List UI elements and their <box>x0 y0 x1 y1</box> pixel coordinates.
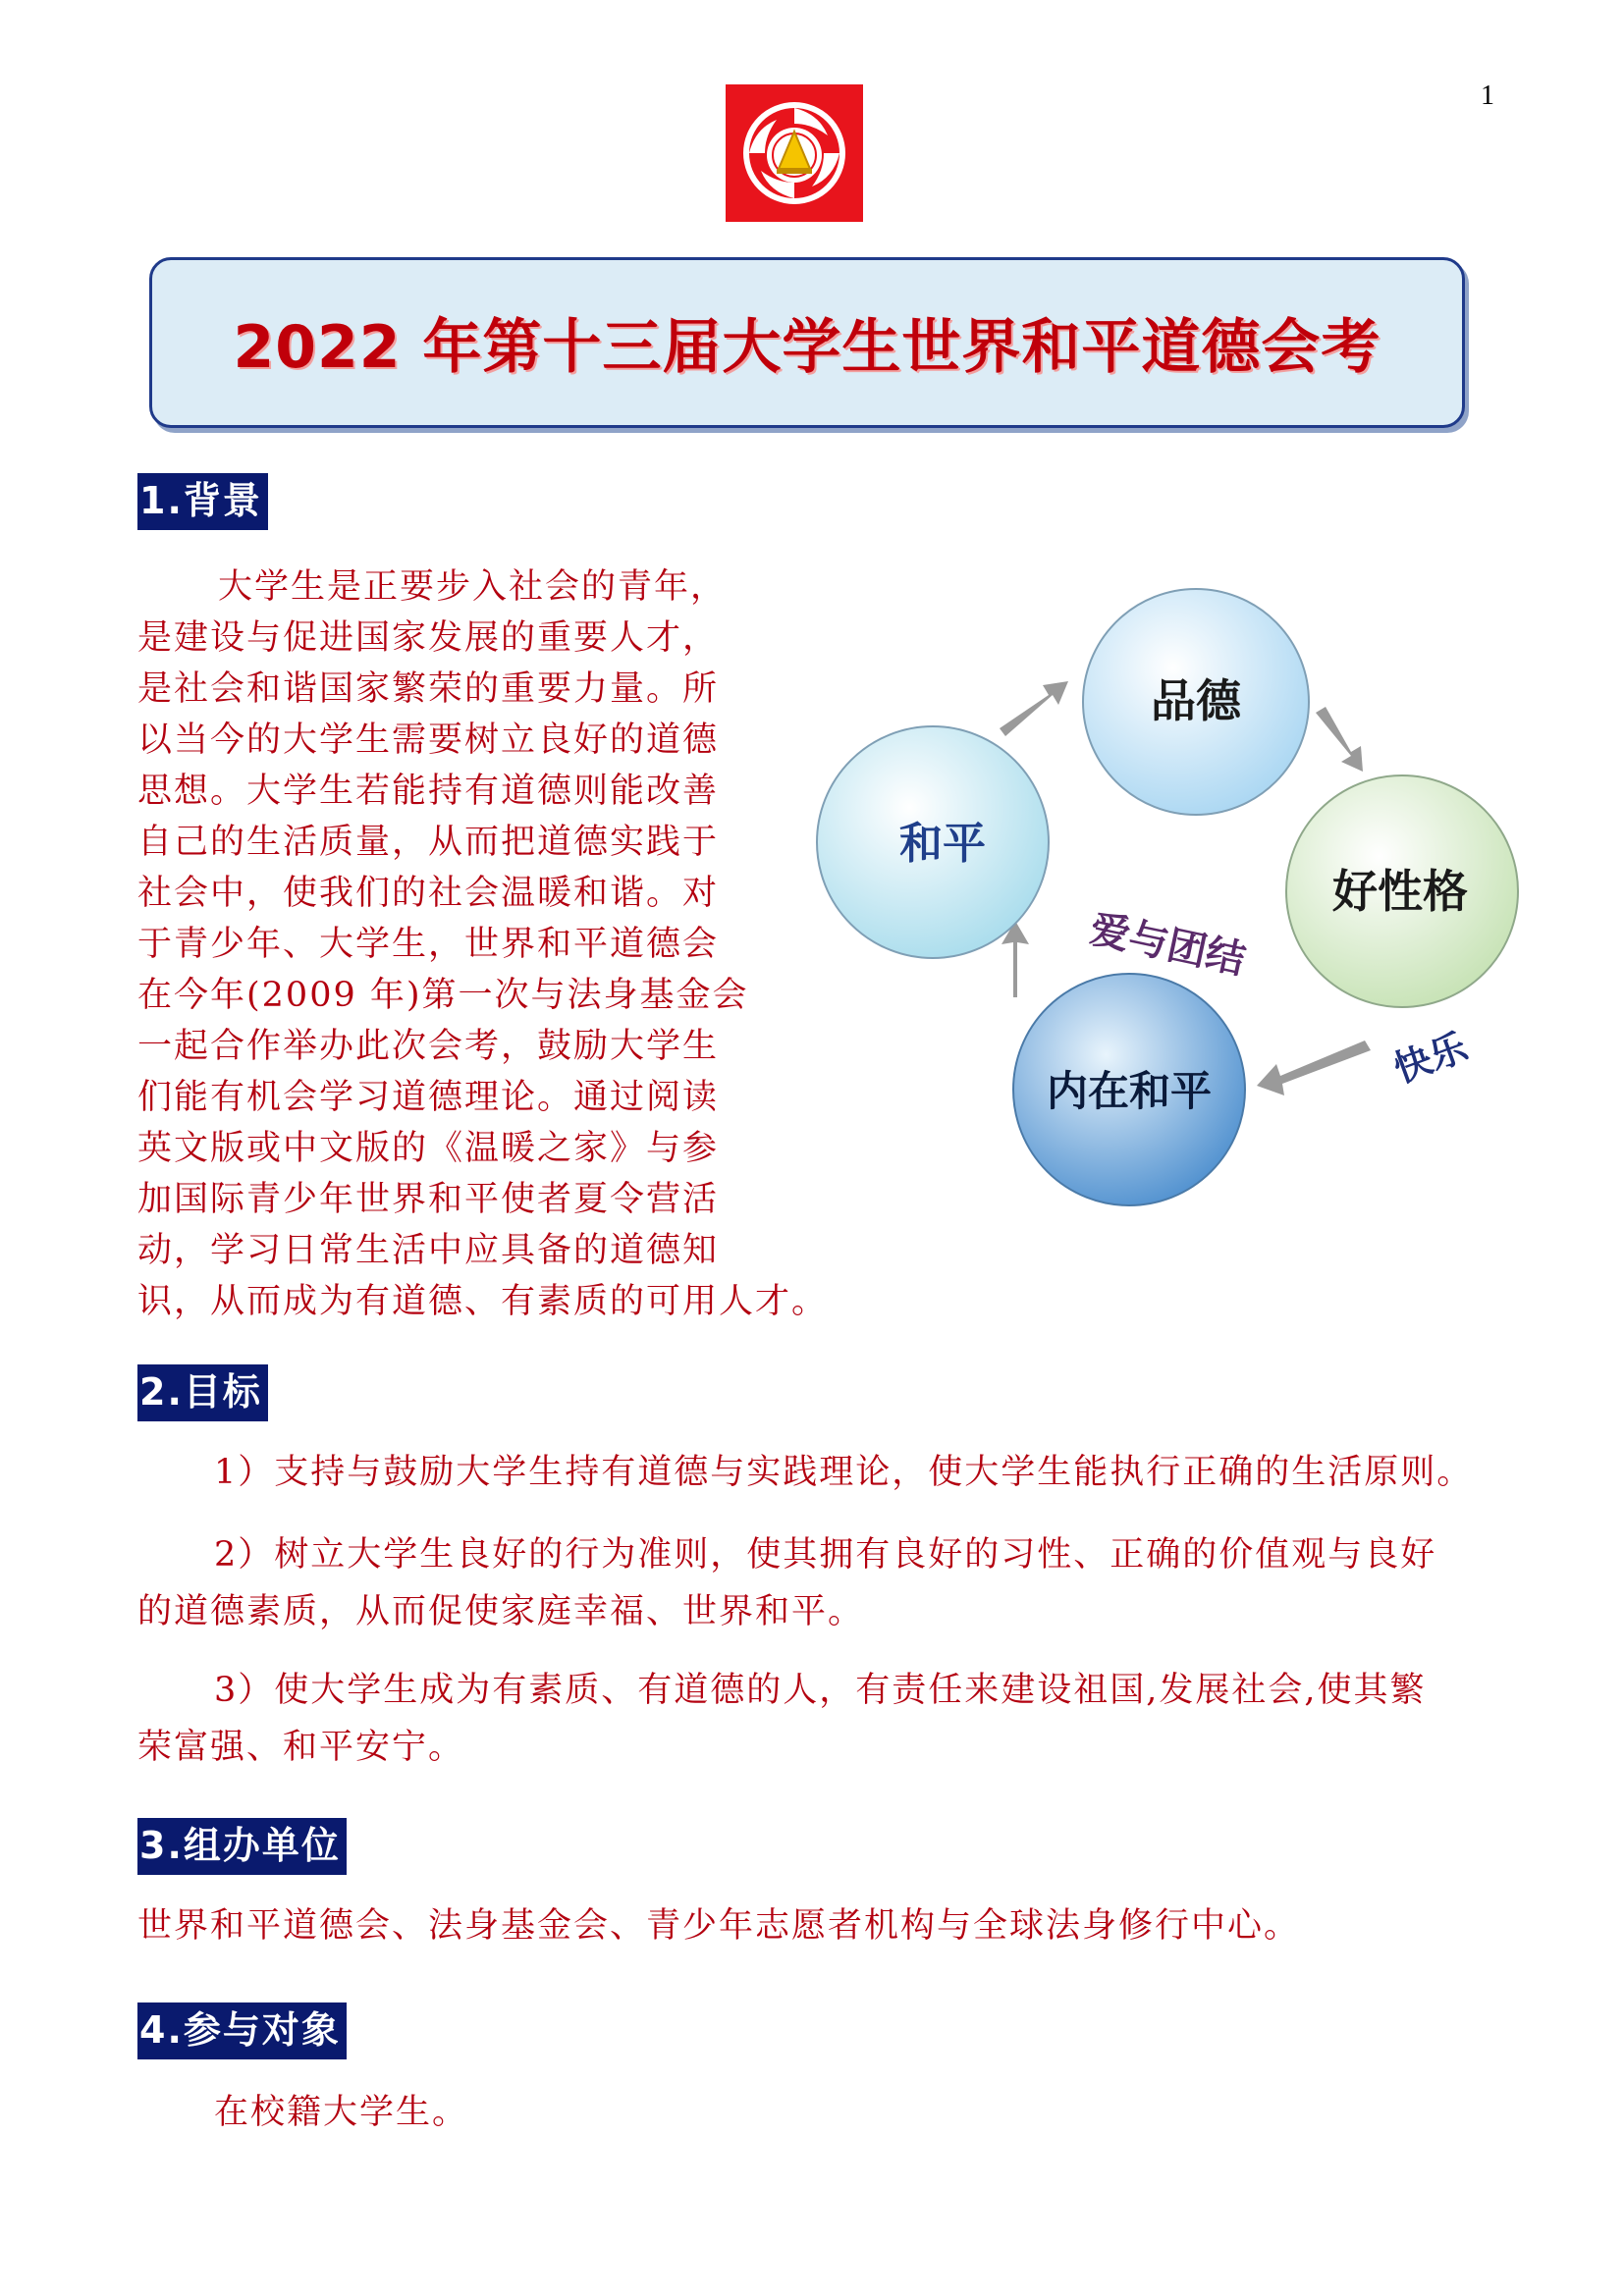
background-line: 社会中，使我们的社会温暖和谐。对 <box>137 874 720 913</box>
circle-virtue-label: 品德 <box>1151 674 1241 727</box>
organizers-text: 世界和平道德会、法身基金会、青少年志愿者机构与全球法身修行中心。 <box>137 1906 1301 1946</box>
circle-peace <box>817 726 1049 958</box>
background-line: 是社会和谐国家繁荣的重要力量。所 <box>137 669 720 709</box>
section-heading-participants: 4.参与对象 <box>137 2002 347 2059</box>
background-line: 动，学习日常生活中应具备的道德知 <box>137 1231 720 1270</box>
background-line: 加国际青少年世界和平使者夏令营活 <box>137 1180 720 1219</box>
arrow-top-to-right <box>1316 707 1363 772</box>
circle-inner-peace <box>1013 974 1245 1205</box>
background-line: 是建设与促进国家发展的重要人才， <box>137 618 720 658</box>
background-line: 思想。大学生若能持有道德则能改善 <box>137 772 720 811</box>
section-heading-goals: 2.目标 <box>137 1364 268 1421</box>
goal-item-2: 2）树立大学生良好的行为准则，使其拥有良好的习性、正确的价值观与良好 <box>214 1535 1437 1575</box>
virtue-cycle-diagram <box>805 579 1551 1227</box>
background-line: 在今年(2009 年)第一次与法身基金会 <box>137 976 749 1015</box>
circle-peace-label: 和平 <box>899 819 986 869</box>
goal-item-1: 1）支持与鼓励大学生持有道德与实践理论，使大学生能执行正确的生活原则。 <box>214 1453 1474 1492</box>
arrow-left-to-top <box>1000 681 1068 736</box>
background-line: 英文版或中文版的《温暖之家》与参 <box>137 1129 720 1168</box>
circle-virtue <box>1083 589 1309 815</box>
title-banner <box>149 257 1465 428</box>
document-title: 2022 年第十三届大学生世界和平道德会考 <box>233 313 1381 382</box>
background-line: 大学生是正要步入社会的青年， <box>218 567 728 607</box>
background-line: 于青少年、大学生，世界和平道德会 <box>137 925 720 964</box>
page-number: 1 <box>1481 80 1494 111</box>
background-line: 以当今的大学生需要树立良好的道德 <box>137 721 720 760</box>
circle-good-character-label: 好性格 <box>1332 865 1468 918</box>
goal-item-3-continued: 荣富强、和平安宁。 <box>137 1728 465 1767</box>
participants-text: 在校籍大学生。 <box>214 2093 469 2132</box>
circle-inner-peace-label: 内在和平 <box>1046 1067 1213 1115</box>
label-happiness: 快乐 <box>1387 1025 1474 1092</box>
section-heading-organizers: 3.组办单位 <box>137 1818 347 1875</box>
background-line: 自己的生活质量，从而把道德实践于 <box>137 823 720 862</box>
goal-item-2-continued: 的道德素质，从而促使家庭幸福、世界和平。 <box>137 1592 865 1631</box>
arrow-right-to-bottom <box>1257 1041 1371 1095</box>
goal-item-3: 3）使大学生成为有素质、有道德的人，有责任来建设祖国,发展社会,使其繁 <box>214 1671 1427 1710</box>
section-heading-background: 1.背景 <box>137 473 268 530</box>
background-line: 们能有机会学习道德理论。通过阅读 <box>137 1078 720 1117</box>
circle-good-character <box>1286 775 1518 1007</box>
background-line: 一起合作举办此次会考，鼓励大学生 <box>137 1027 720 1066</box>
background-line: 识，从而成为有道德、有素质的可用人才。 <box>137 1282 829 1321</box>
label-love-unity: 爱与团结 <box>1086 906 1250 984</box>
organization-logo <box>726 84 863 222</box>
